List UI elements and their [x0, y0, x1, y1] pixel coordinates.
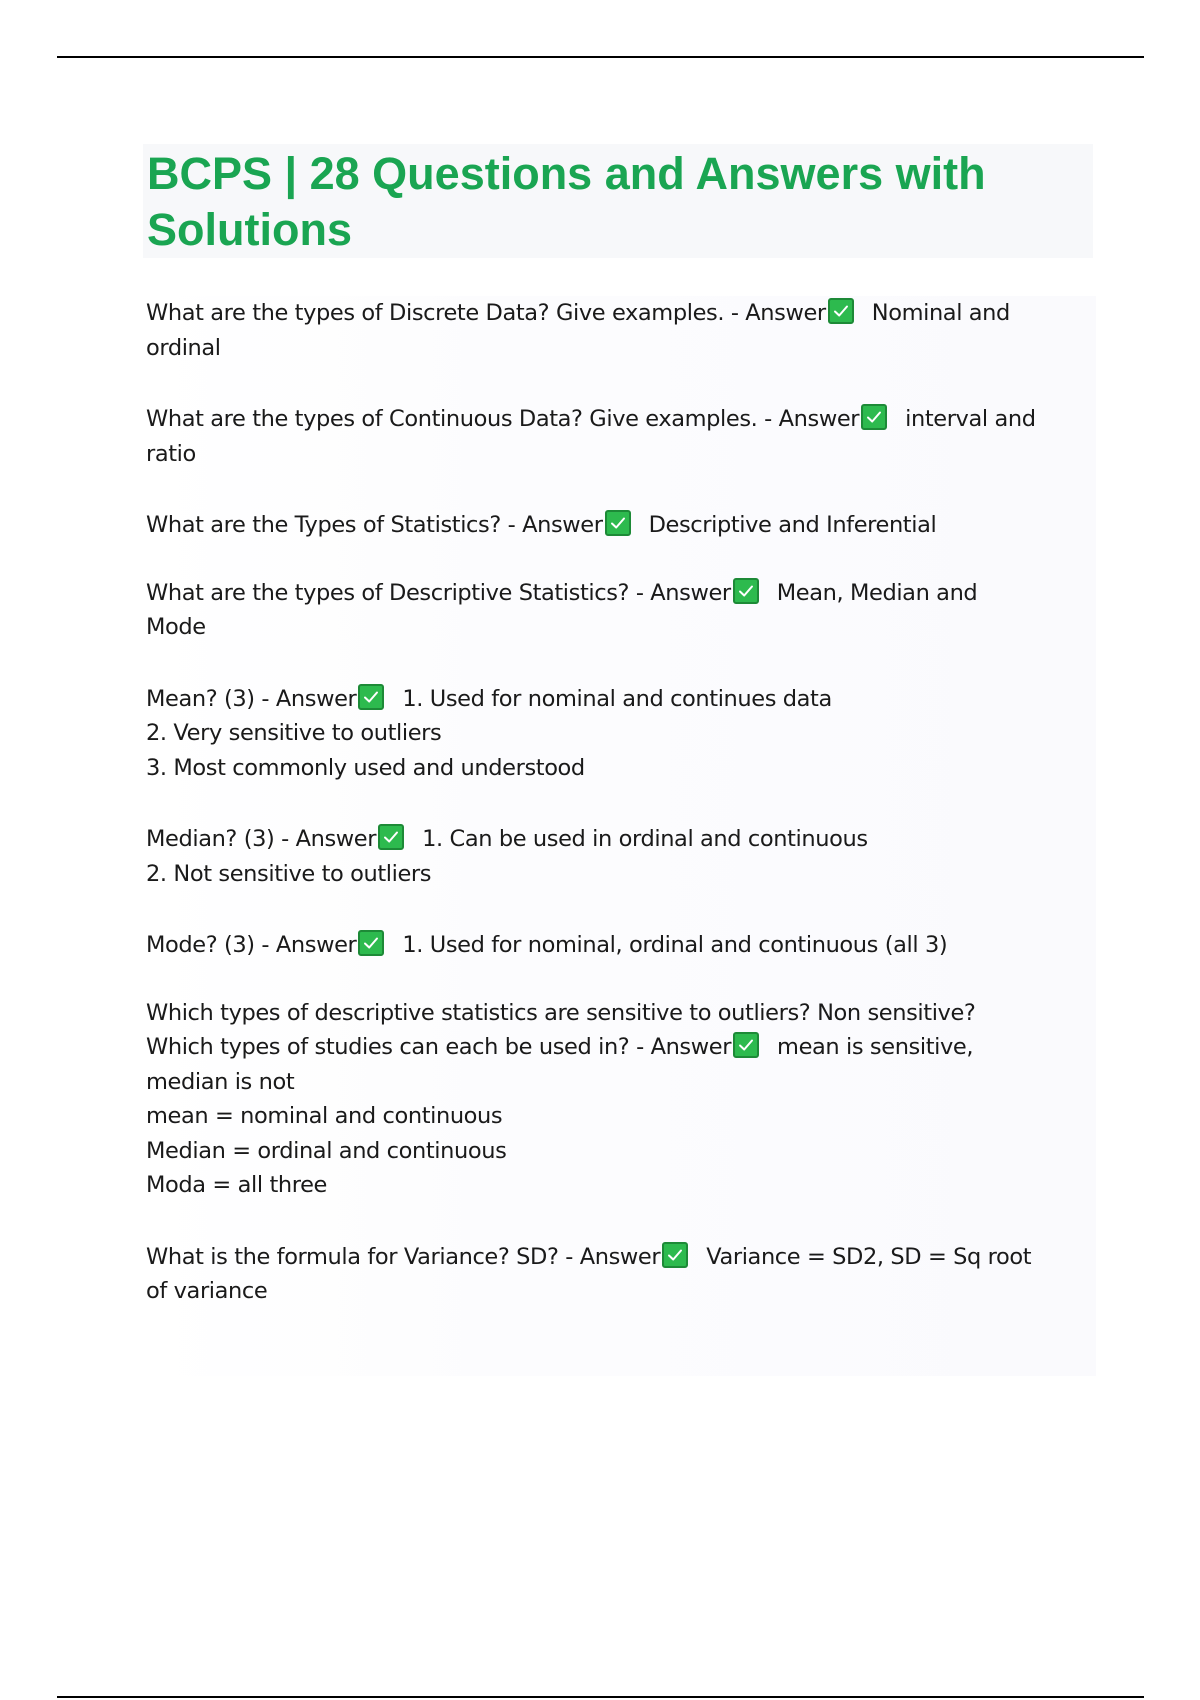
check-icon — [605, 510, 631, 536]
top-rule — [57, 56, 1144, 58]
answer-text: ratio — [146, 440, 196, 467]
check-icon — [358, 684, 384, 710]
qa-item-6 — [146, 822, 1096, 891]
qa-item-2 — [146, 402, 1096, 471]
question-text: What are the types of Continuous Data? Give examples. - Answer — [146, 406, 860, 432]
document-title: BCPS | 28 Questions and Answers with Solutions — [147, 148, 986, 255]
answer-text: 2. Not sensitive to outliers — [146, 860, 432, 887]
answer-text: ordinal — [146, 334, 221, 361]
question-text: Which types of descriptive statistics are sensitive to outliers? Non sensitive? — [146, 999, 976, 1026]
question-text: Which types of studies can each be used in? - Answer — [146, 1034, 732, 1060]
bottom-rule — [57, 1696, 1144, 1698]
check-icon — [733, 578, 759, 604]
answer-text: Descriptive and Inferential — [648, 512, 937, 538]
answer-text: Mean, Median and — [776, 579, 978, 606]
question-text: Mean? (3) - Answer — [146, 685, 357, 712]
qa-list — [146, 296, 1096, 1376]
question-text: Mode? (3) - Answer — [146, 932, 357, 958]
answer-text: 1. Can be used in ordinal and continuous — [422, 826, 868, 852]
question-text: What are the Types of Statistics? - Answer — [146, 512, 603, 538]
title-block — [143, 144, 1093, 258]
answer-text: 3. Most commonly used and understood — [146, 754, 585, 781]
answer-text: of variance — [146, 1278, 268, 1304]
answer-text: median is not — [146, 1068, 295, 1095]
answer-text: Moda = all three — [146, 1172, 327, 1198]
check-icon — [828, 298, 854, 324]
answer-text: 1. Used for nominal, ordinal and continuous (all 3) — [402, 932, 948, 958]
answer-text: mean = nominal and continuous — [146, 1103, 503, 1129]
qa-item-8 — [146, 996, 1096, 1203]
check-icon — [358, 930, 384, 956]
question-text: What is the formula for Variance? SD? - Answer — [146, 1243, 661, 1270]
question-text: Median? (3) - Answer — [146, 826, 377, 852]
qa-item-5 — [146, 682, 1096, 786]
question-text: What are the types of Descriptive Statistics? - Answer — [146, 579, 731, 606]
qa-item-9 — [146, 1240, 1096, 1309]
check-icon — [733, 1032, 759, 1058]
answer-text: Variance = SD2, SD = Sq root — [706, 1243, 1032, 1270]
answer-text: Median = ordinal and continuous — [146, 1137, 507, 1164]
answer-text: mean is sensitive, — [777, 1034, 974, 1060]
answer-text: Mode — [146, 614, 206, 640]
answer-text: interval and — [905, 406, 1036, 432]
answer-text: Nominal and — [871, 300, 1010, 326]
check-icon — [861, 404, 887, 430]
question-text: What are the types of Discrete Data? Give examples. - Answer — [146, 300, 826, 326]
qa-item-3 — [146, 508, 1096, 543]
qa-item-4 — [146, 576, 1096, 645]
check-icon — [662, 1242, 688, 1268]
answer-text: 2. Very sensitive to outliers — [146, 720, 442, 746]
check-icon — [378, 824, 404, 850]
answer-text: 1. Used for nominal and continues data — [402, 685, 832, 712]
qa-item-1 — [146, 296, 1096, 365]
qa-item-7 — [146, 928, 1096, 963]
